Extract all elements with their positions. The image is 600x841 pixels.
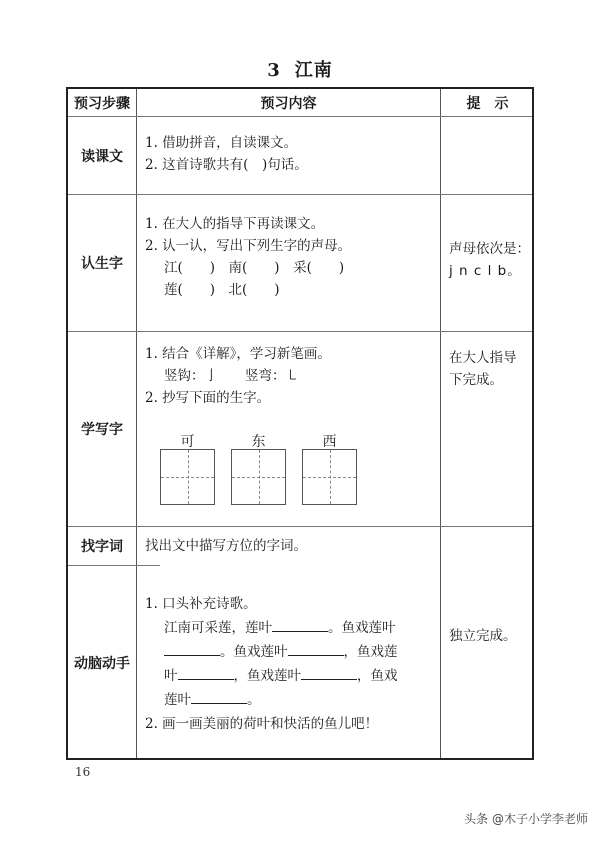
hint-line: 在大人指导 <box>449 350 517 366</box>
content-line: 2. 抄写下面的生字。 <box>145 390 271 406</box>
preview-table <box>66 87 534 760</box>
row-divider <box>68 526 532 527</box>
fill-blank[interactable] <box>272 617 328 632</box>
poem-text: 莲叶 <box>164 692 191 708</box>
lesson-number: 3 <box>267 60 281 81</box>
content-line: 莲( ) 北( ) <box>164 282 280 298</box>
content-line: 江( ) 南( ) 采( ) <box>164 260 345 276</box>
poem-text: 叶 <box>164 668 178 684</box>
content-read-text <box>137 132 440 176</box>
char-label: 可 <box>180 434 195 450</box>
poem-text: 。 <box>247 692 261 708</box>
content-write-characters <box>137 343 440 409</box>
page-title <box>0 56 600 82</box>
fill-blank[interactable] <box>288 641 344 656</box>
content-line: 2. 画一画美丽的荷叶和快活的鱼儿吧！ <box>145 716 379 732</box>
row-divider <box>68 331 532 332</box>
lesson-title: 江南 <box>294 60 333 81</box>
content-find-words <box>137 535 440 557</box>
poem-text: 。鱼戏莲叶 <box>328 620 396 636</box>
column-divider <box>440 89 441 758</box>
poem-text: ，鱼戏 <box>357 668 398 684</box>
step-write-characters: 学写字 <box>81 422 123 438</box>
content-line: 竖钩：亅 竖弯：㇄ <box>164 368 299 384</box>
poem-line <box>145 688 440 712</box>
content-line: 1. 口头补充诗歌。 <box>145 596 257 612</box>
step-find-words: 找字词 <box>81 539 123 555</box>
header-content: 预习内容 <box>260 95 317 112</box>
fill-blank[interactable] <box>164 641 220 656</box>
poem-text: 江南可采莲，莲叶 <box>164 620 272 636</box>
hint-line: j n c l b。 <box>449 263 522 279</box>
header-hint: 提 示 <box>466 95 509 112</box>
content-line: 1. 在大人的指导下再读课文。 <box>145 216 325 232</box>
row-divider <box>68 194 532 195</box>
header-step: 预习步骤 <box>74 95 130 112</box>
poem-line <box>145 664 440 688</box>
content-line: 找出文中描写方位的字词。 <box>145 538 307 554</box>
content-brain-hands <box>137 592 440 736</box>
fill-blank[interactable] <box>301 665 357 680</box>
content-line: 2. 这首诗歌共有( )句话。 <box>145 157 308 173</box>
content-line: 2. 认一认，写出下列生字的声母。 <box>145 238 352 254</box>
row-divider <box>68 116 532 117</box>
step-read-text: 读课文 <box>81 148 123 165</box>
char-label: 东 <box>251 434 266 450</box>
hint-line: 下完成。 <box>449 372 503 388</box>
step-brain-hands: 动脑动手 <box>74 656 130 672</box>
hint-write-characters <box>441 347 534 391</box>
hint-shared-independent: 独立完成。 <box>449 628 517 644</box>
hint-line: 声母依次是： <box>449 241 530 257</box>
content-line: 1. 借助拼音，自读课文。 <box>145 135 298 151</box>
poem-text: ，鱼戏莲 <box>343 644 398 660</box>
poem-text: ，鱼戏莲叶 <box>233 668 301 684</box>
content-learn-characters <box>137 213 440 301</box>
content-line: 1. 结合《详解》，学习新笔画。 <box>145 346 331 362</box>
char-label: 西 <box>322 434 337 450</box>
poem-line <box>145 616 440 640</box>
step-learn-characters: 认生字 <box>81 256 123 272</box>
hint-learn-characters <box>441 238 534 282</box>
writing-grid-box[interactable] <box>160 449 215 505</box>
writing-grid-box[interactable] <box>302 449 357 505</box>
page-number: 16 <box>75 765 91 779</box>
fill-blank[interactable] <box>178 665 234 680</box>
fill-blank[interactable] <box>191 689 247 704</box>
poem-text: 。鱼戏莲叶 <box>220 644 288 660</box>
poem-line <box>145 640 440 664</box>
watermark: 头条 @木子小学李老师 <box>464 812 588 826</box>
writing-grid-box[interactable] <box>231 449 286 505</box>
